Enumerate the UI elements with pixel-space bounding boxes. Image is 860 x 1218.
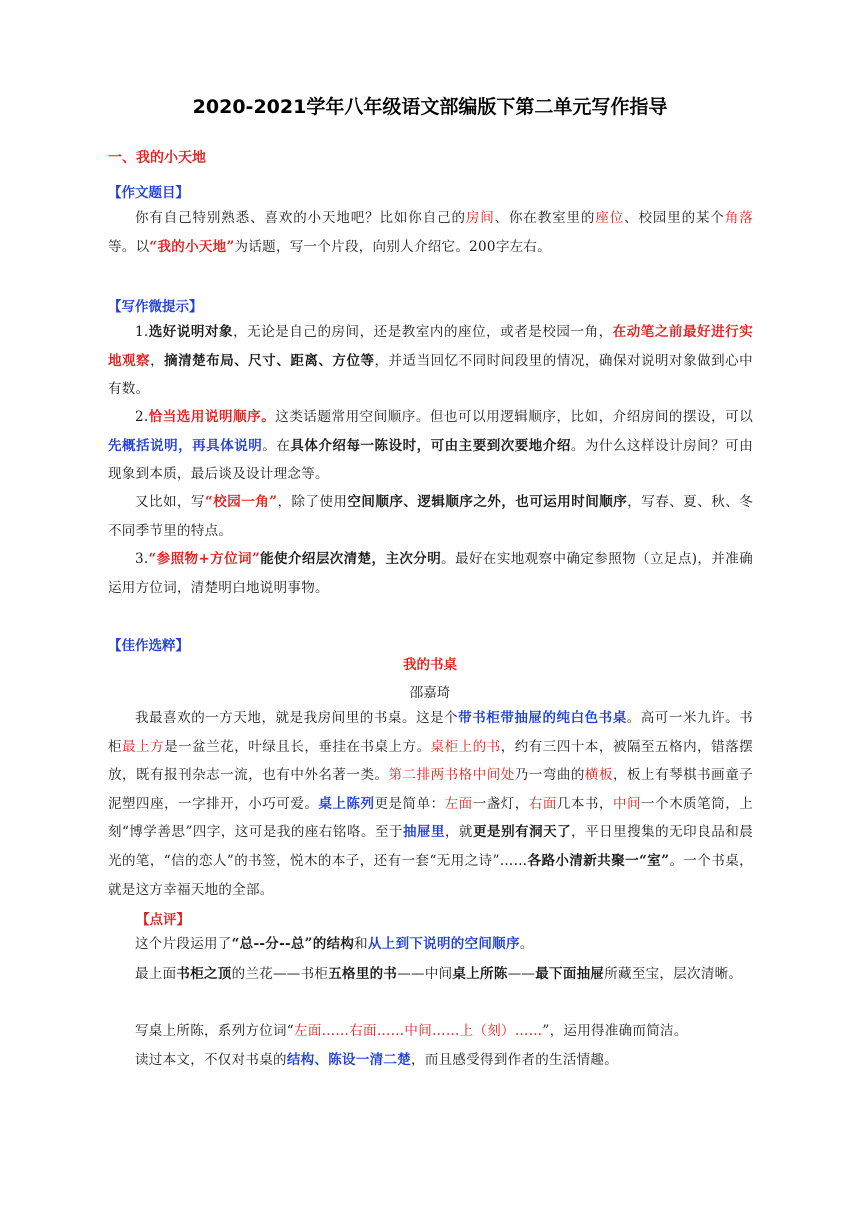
text-bold: “总--分--总”的结构 bbox=[231, 936, 355, 952]
text-bold: 空间顺序、逻辑顺序之外，也可运用时间顺序 bbox=[347, 494, 628, 510]
text: 。一个书桌，就是这方幸福天地的全部。 bbox=[108, 852, 753, 898]
text: ，平日里搜集的无印良品和晨光的笔，“信的恋人”的书签，悦木的本子，还有一套“无用之诗”…… bbox=[108, 824, 754, 869]
text: ，就 bbox=[445, 824, 474, 841]
essay-author: 邵嘉琦 bbox=[409, 685, 451, 701]
text-bold: 最下面抽屉 bbox=[535, 966, 605, 982]
keyword-room: 房间 bbox=[465, 210, 495, 226]
tip-2 bbox=[108, 403, 753, 489]
text: 一个木质笔筒，上刻“博学善思”四字，这可是我的座右铭咯。至于 bbox=[108, 795, 754, 841]
text-blue-bold: 先概括说明，再具体说明 bbox=[108, 437, 263, 454]
text: 写桌上所陈，系列方位词“ bbox=[135, 1023, 295, 1039]
text-red: 右面 bbox=[528, 795, 557, 812]
tip-3 bbox=[108, 545, 753, 602]
page-title: 2020-2021学年八年级语文部编版下第二单元写作指导 bbox=[192, 96, 668, 118]
text-blue-bold: 从上到下说明的空间顺序 bbox=[367, 936, 520, 952]
text-bold: 选好说明对象 bbox=[148, 324, 234, 340]
topic-paragraph bbox=[108, 204, 753, 261]
text: ”，运用得准确而简洁。 bbox=[542, 1023, 688, 1039]
text: 。最好在实地观察中确定参照物（立足点)，并准确运用方位词，清楚明白地说明事物。 bbox=[108, 551, 754, 596]
text: 乃一弯曲的 bbox=[514, 767, 585, 784]
text-bold: 五格里的书 bbox=[328, 966, 398, 982]
text-bold: 各路小清新共聚一“室” bbox=[527, 852, 670, 869]
text: 。为什么这样设计房间？可由现象到本质，最后谈及设计理念等。 bbox=[108, 437, 754, 483]
text: ，板上有琴棋书画童子泥塑四座，一字排开，小巧可爱。 bbox=[108, 767, 754, 812]
keyword-corner: 角落 bbox=[724, 210, 753, 226]
text: 和 bbox=[354, 936, 368, 952]
comment-2 bbox=[108, 960, 753, 989]
keyword-seat: 座位 bbox=[595, 210, 625, 226]
text: 我最喜欢的一方天地，就是我房间里的书桌。这是个 bbox=[135, 710, 459, 726]
text: 。在 bbox=[262, 437, 291, 454]
text: ，无论是自己的房间，还是教室内的座位，或者是校园一角， bbox=[233, 324, 613, 340]
text-bold: 书柜之顶 bbox=[176, 966, 232, 982]
text: 等。以 bbox=[108, 238, 150, 255]
text: ，而且感受得到作者的生活情趣。 bbox=[411, 1052, 619, 1068]
text: 这类话题常用空间顺序。但也可以用逻辑顺序，比如，介绍房间的摆设，可以 bbox=[275, 409, 754, 425]
text-red: 左面 bbox=[444, 795, 473, 812]
text: 2. bbox=[135, 409, 149, 425]
text: ，写春、夏、秋、冬不同季节里的特点。 bbox=[108, 494, 754, 539]
tip-2b bbox=[108, 488, 753, 545]
text-bold: 更是别有洞天了 bbox=[473, 824, 572, 841]
text: ，约有三四十本，被隔至五格内，错落摆放，既有报刊杂志一流，也有中外名著一类。 bbox=[108, 738, 753, 784]
text-red: 左面……右面……中间……上（刻）…… bbox=[294, 1023, 543, 1039]
text: 1. bbox=[135, 324, 149, 340]
label-tips: 【写作微提示】 bbox=[108, 299, 203, 315]
text: 为话题，写一个片段，向别人介绍它。200字左右。 bbox=[234, 238, 552, 255]
text: 这个片段运用了 bbox=[135, 936, 232, 952]
text: 的兰花——书柜 bbox=[231, 966, 329, 982]
text: 所藏至宝，层次清晰。 bbox=[604, 966, 743, 982]
comment-3 bbox=[108, 1017, 753, 1046]
text-blue-bold: 结构、陈设一清二楚 bbox=[286, 1052, 412, 1068]
essay-title: 我的书桌 bbox=[403, 657, 457, 673]
text-red: 横板 bbox=[584, 767, 613, 784]
text: 你有自己特别熟悉、喜欢的小天地吧？比如你自己的 bbox=[135, 210, 466, 226]
text: ，除了使用 bbox=[277, 494, 348, 510]
text: 、你在教室里的 bbox=[494, 210, 596, 226]
text: —— bbox=[507, 966, 536, 982]
text: ，并适当回忆不同时间段里的情况，确保对说明对象做到心中有数。 bbox=[108, 352, 753, 398]
text-bold: 摘清楚布局、尺寸、距离、方位等 bbox=[164, 352, 375, 369]
text: 几本书， bbox=[556, 795, 613, 812]
text-red-bold: 在动笔之前最好进行实地观察 bbox=[108, 324, 753, 369]
comment-1 bbox=[108, 930, 753, 959]
text: 、校园里的某个 bbox=[624, 210, 725, 226]
text: 读过本文，不仅对书桌的 bbox=[135, 1052, 287, 1068]
text: 最上面 bbox=[135, 966, 177, 982]
text-red: 第二排两书格中间处 bbox=[388, 767, 515, 784]
text: 是一盆兰花，叶绿且长，垂挂在书桌上方。 bbox=[164, 738, 431, 755]
text-red-bold: “校园一角” bbox=[204, 494, 278, 510]
label-topic: 【作文题目】 bbox=[108, 185, 189, 201]
text: ——中间 bbox=[397, 966, 453, 982]
text-red-bold: 恰当选用说明顺序。 bbox=[148, 409, 276, 425]
text-bold: 能使介绍层次清楚，主次分明 bbox=[260, 551, 442, 567]
text-red-bold: “参照物+方位词” bbox=[148, 551, 261, 567]
essay-body bbox=[108, 704, 753, 904]
text-blue-bold: 桌上陈列 bbox=[318, 795, 375, 812]
text: 更是简单： bbox=[374, 795, 445, 812]
text-red: 最上方 bbox=[122, 738, 165, 755]
comment-4 bbox=[108, 1046, 753, 1075]
text-bold: 具体介绍每一陈设时，可由主要到次要地介绍 bbox=[290, 437, 571, 454]
tip-1 bbox=[108, 318, 753, 404]
text-blue-bold: 抽屉里 bbox=[402, 824, 446, 841]
text-red: 中间 bbox=[612, 795, 642, 812]
text-bold: 桌上所陈 bbox=[452, 966, 508, 982]
section-heading-1: 一、我的小天地 bbox=[108, 150, 206, 166]
text: 又比如，写 bbox=[135, 494, 205, 510]
text-red: 桌柜上的书 bbox=[430, 738, 501, 755]
text: 。高可一米九许。书柜 bbox=[108, 710, 753, 755]
text-blue-bold: 带书柜带抽屉的纯白色书桌 bbox=[458, 710, 627, 726]
text: ， bbox=[150, 352, 165, 369]
label-comment: 【点评】 bbox=[136, 912, 190, 928]
keyword-topic: “我的小天地” bbox=[149, 238, 235, 255]
text: 一盏灯， bbox=[472, 795, 529, 812]
text: 3. bbox=[135, 551, 149, 567]
text: 。 bbox=[519, 936, 534, 952]
label-sample: 【佳作选粹】 bbox=[108, 638, 189, 654]
